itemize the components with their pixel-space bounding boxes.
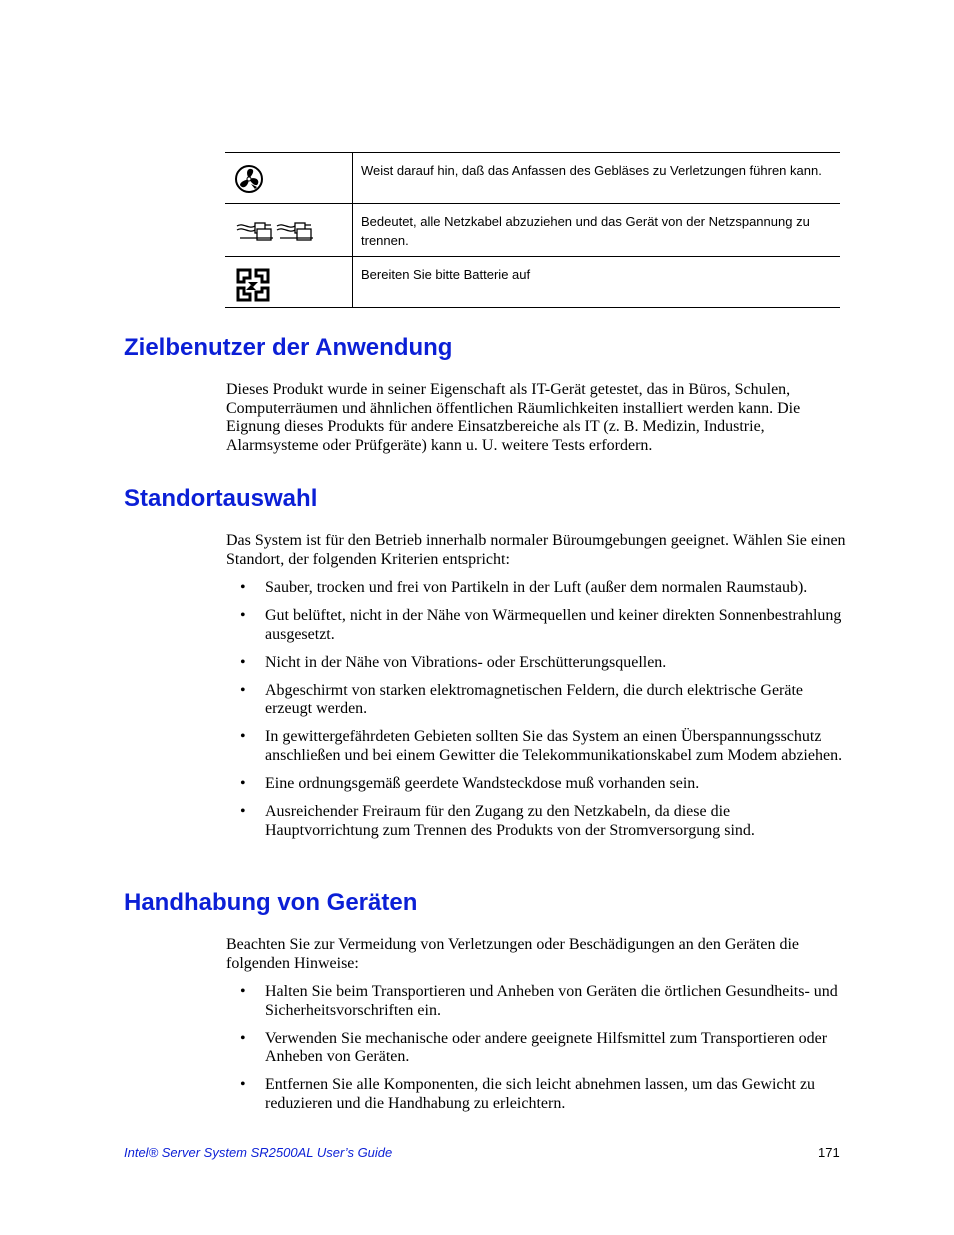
symbol-row xyxy=(225,153,840,204)
list-item-text: Eine ordnungsgemäß geerdete Wandsteckdose muß vorhanden sein. xyxy=(265,775,700,793)
list-item-text: Ausreichender Freiraum für den Zugang zu den Netzkabeln, da diese die Hauptvorrichtung zum Trennen des Produkts von der Stromversorgung sind. xyxy=(265,803,755,839)
bullet-marker: • xyxy=(240,607,246,624)
section-heading: Handhabung von Geräten xyxy=(124,889,418,916)
bullet-marker: • xyxy=(240,983,246,1000)
list-item xyxy=(226,728,846,765)
list-item xyxy=(226,803,846,840)
list-item xyxy=(226,1076,846,1113)
bullet-list xyxy=(226,579,846,850)
symbol-description: Bedeutet, alle Netzkabel abzuziehen und das Gerät von der Netzspannung zu trennen. xyxy=(361,214,810,248)
bullet-list xyxy=(226,983,846,1123)
footer-title: Intel® Server System SR2500AL User’s Guide xyxy=(124,1145,393,1160)
list-item-text: Nicht in der Nähe von Vibrations- oder Erschütterungsquellen. xyxy=(265,653,667,671)
battery-recycle-icon xyxy=(234,266,272,304)
list-item xyxy=(226,607,846,644)
fan-hazard-icon xyxy=(234,164,264,194)
section-paragraph: Das System ist für den Betrieb innerhalb normaler Büroumgebungen geeignet. Wählen Sie einen Standort, der folgenden Kriterien entspricht: xyxy=(226,532,846,568)
bullet-marker: • xyxy=(240,653,246,671)
list-item-text: Entfernen Sie alle Komponenten, die sich leicht abnehmen lassen, um das Gewicht zu reduzieren und die Handhabung zu erleichtern. xyxy=(265,1076,816,1113)
bullet-marker: • xyxy=(240,579,246,596)
section-heading: Standortauswahl xyxy=(124,485,318,512)
list-item xyxy=(226,983,846,1020)
power-cords-icon xyxy=(235,216,317,242)
symbol-table xyxy=(225,152,840,308)
section-paragraph: Dieses Produkt wurde in seiner Eigenschaft als IT-Gerät getestet, das in Büros, Schulen, Computerräumen und ähnlichen öffentlichen Räumlichkeiten installiert werden kann. Die Eignung dieses Produkts für andere Einsatzbereiche als IT (z. B. Medizin, Industrie, Alarmsysteme oder Prüfgeräte) kann u. U. weitere Tests erfordern. xyxy=(226,381,801,455)
symbol-description: Weist darauf hin, daß das Anfassen des Gebläses zu Verletzungen führen kann. xyxy=(361,163,822,178)
list-item xyxy=(226,654,846,673)
symbol-row xyxy=(225,204,840,257)
bullet-marker: • xyxy=(240,1029,246,1047)
list-item-text: In gewittergefährdeten Gebieten sollten Sie das System an einen Überspannungsschutz anschließen und bei einem Gewitter die Telekommunikationskabel zum Modem abziehen. xyxy=(265,728,843,765)
bullet-marker: • xyxy=(240,1076,246,1094)
section-paragraph: Beachten Sie zur Vermeidung von Verletzungen oder Beschädigungen an den Geräten die folgenden Hinweise: xyxy=(226,936,799,972)
bullet-marker: • xyxy=(240,681,246,699)
list-item-text: Halten Sie beim Transportieren und Anheben von Geräten die örtlichen Gesundheits- und Sicherheitsvorschriften ein. xyxy=(265,983,838,1019)
symbol-row xyxy=(225,257,840,308)
list-item-text: Gut belüftet, nicht in der Nähe von Wärmequellen und keiner direkten Sonnenbestrahlung ausgesetzt. xyxy=(265,607,842,643)
list-item xyxy=(226,579,846,598)
list-item xyxy=(226,775,846,794)
list-item-text: Sauber, trocken und frei von Partikeln in der Luft (außer dem normalen Raumstaub). xyxy=(265,579,808,596)
bullet-marker: • xyxy=(240,728,246,746)
page-number: 171 xyxy=(818,1145,840,1160)
symbol-description: Bereiten Sie bitte Batterie auf xyxy=(361,267,531,282)
bullet-marker: • xyxy=(240,775,246,793)
list-item-text: Verwenden Sie mechanische oder andere geeignete Hilfsmittel zum Transportieren oder Anheben von Geräten. xyxy=(265,1029,828,1066)
bullet-marker: • xyxy=(240,803,246,821)
list-item xyxy=(226,1030,846,1067)
list-item xyxy=(226,682,846,719)
list-item-text: Abgeschirmt von starken elektromagnetischen Feldern, die durch elektrische Geräte erzeugt werden. xyxy=(265,681,804,718)
section-heading: Zielbenutzer der Anwendung xyxy=(124,334,453,361)
